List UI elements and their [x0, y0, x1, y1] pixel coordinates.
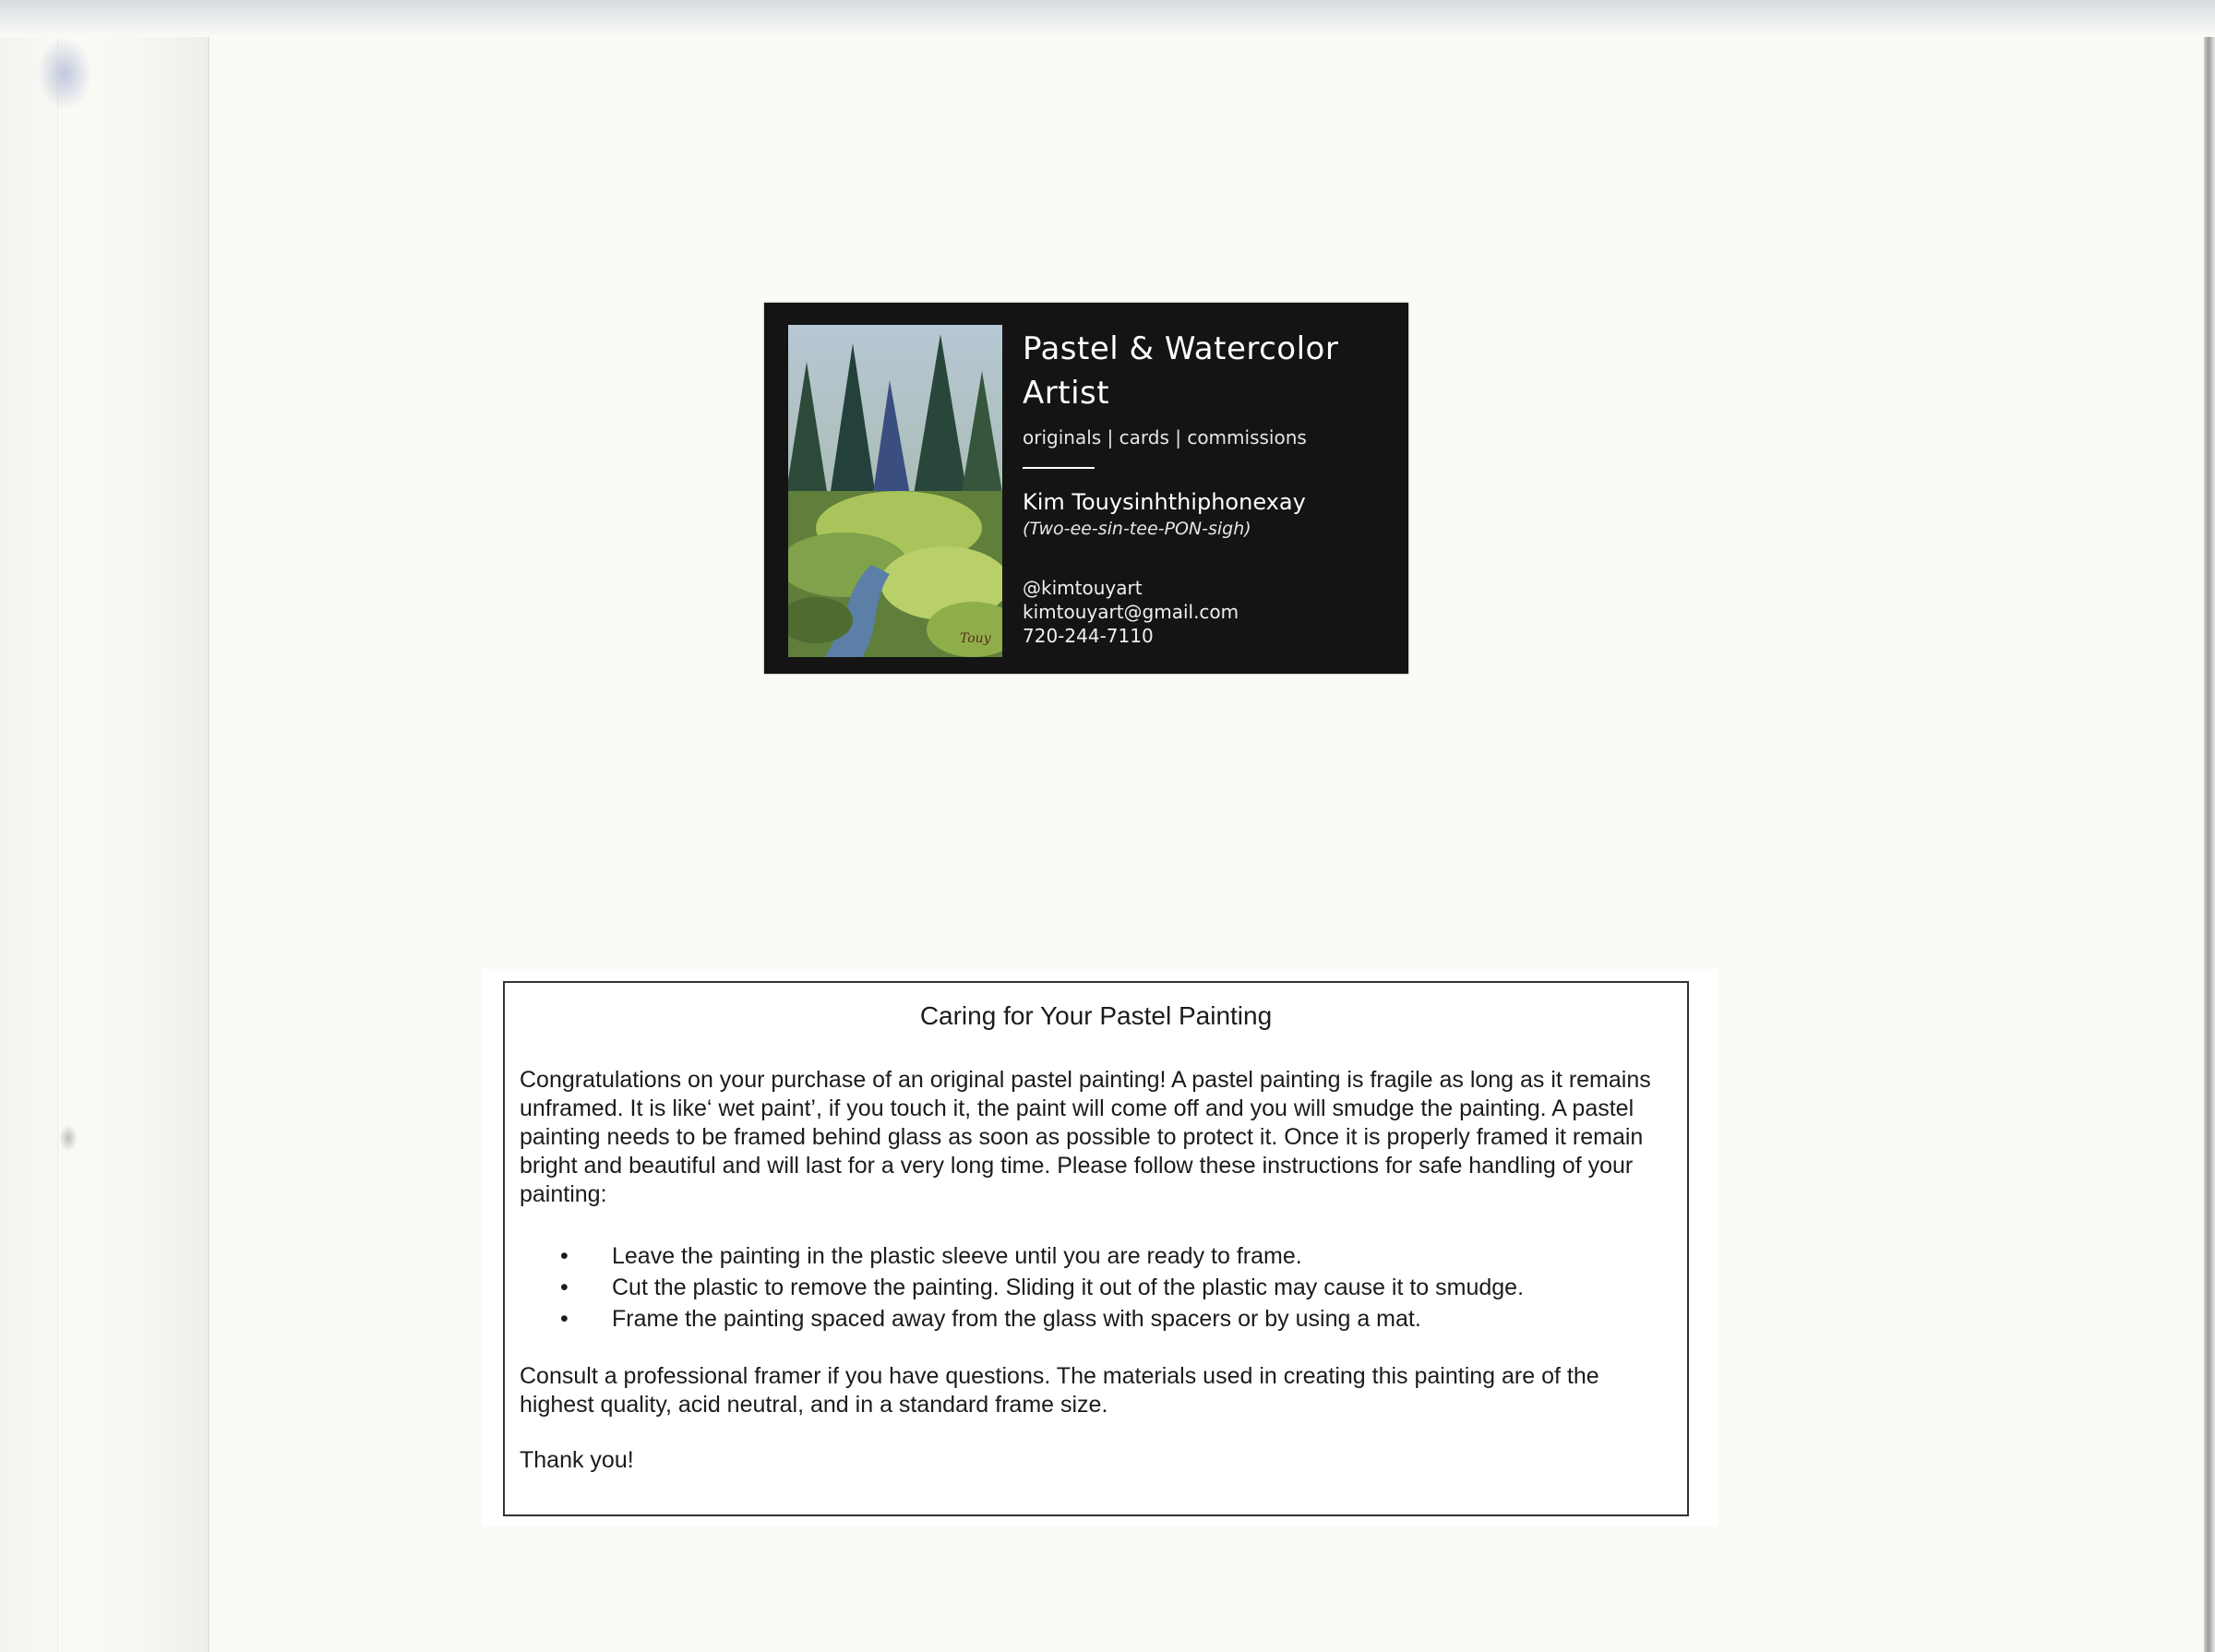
care-closing: Consult a professional framer if you have questions. The materials used in creating this painting are of the highest quality, acid neutral, and in a standard frame size.	[520, 1363, 1599, 1418]
list-item	[560, 1272, 1672, 1303]
care-instruction-list	[520, 1240, 1672, 1335]
dust-speck	[59, 1124, 78, 1152]
care-intro: Congratulations on your purchase of an original pastel painting! A pastel painting is fragile as long as it remains unframed. It is like‘ wet paint’, if you touch it, the paint will come off and you will smudge the painting. A pastel painting needs to be framed behind glass as soon as possible to protect it. Once it is properly framed it remain bright and beautiful and will last for a very long time. Please follow these instructions for safe handling of your painting:	[520, 1067, 1651, 1207]
artist-name: Kim Touysinhthiphonexay	[1023, 489, 1306, 515]
care-thanks: Thank you!	[520, 1447, 634, 1473]
card-services: originals | cards | commissions	[1023, 426, 1307, 449]
card-text-block	[1023, 327, 1392, 648]
card-title: Pastel & Watercolor Artist	[1023, 330, 1339, 412]
scanner-right-edge	[2204, 37, 2215, 1652]
forest-painting-image	[788, 325, 1002, 657]
email-address: kimtouyart@gmail.com	[1023, 601, 1239, 623]
care-instructions-box	[503, 981, 1689, 1516]
care-title: Caring for Your Pastel Painting	[919, 1001, 1273, 1030]
list-item-text: Cut the plastic to remove the painting. Sliding it out of the plastic may cause it to smudge.	[612, 1275, 1525, 1300]
bullet-icon: •	[560, 1275, 569, 1300]
business-card	[764, 303, 1408, 674]
page-fold-line	[57, 37, 58, 1652]
name-pronunciation: (Two-ee-sin-tee-PON-sigh)	[1023, 519, 1251, 539]
ink-smudge	[37, 37, 92, 111]
phone-number: 720-244-7110	[1023, 625, 1154, 647]
contact-info	[1023, 576, 1392, 648]
bullet-icon: •	[560, 1306, 569, 1332]
list-item-text: Frame the painting spaced away from the glass with spacers or by using a mat.	[612, 1306, 1421, 1332]
list-item	[560, 1240, 1672, 1272]
scanner-top-edge	[0, 0, 2215, 37]
social-handle: @kimtouyart	[1023, 577, 1143, 599]
card-divider	[1023, 467, 1095, 469]
bullet-icon: •	[560, 1243, 569, 1269]
scanner-left-margin	[0, 37, 210, 1652]
list-item-text: Leave the painting in the plastic sleeve until you are ready to frame.	[612, 1243, 1302, 1269]
painting-signature: Touy	[960, 631, 991, 646]
list-item	[560, 1303, 1672, 1335]
